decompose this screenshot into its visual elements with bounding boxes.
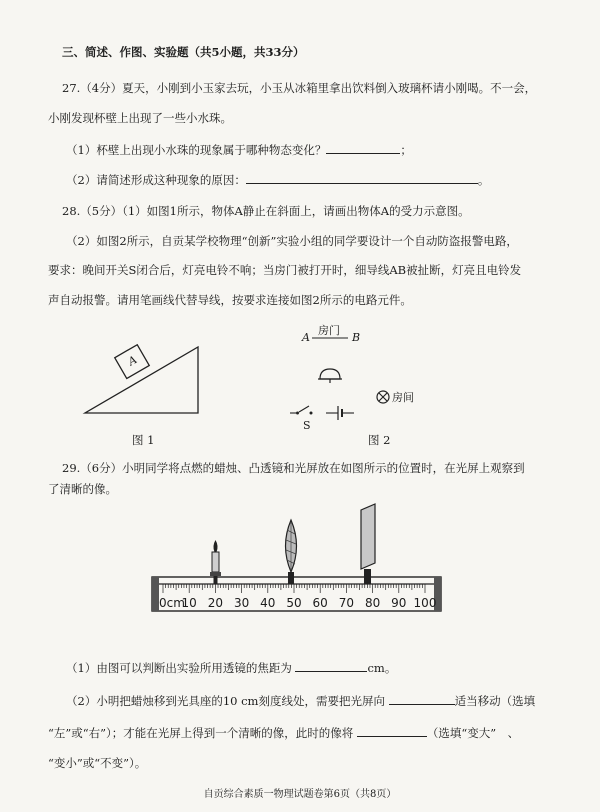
- q29-part1-text: （1）由图可以判断出实验所用透镜的焦距为: [66, 661, 292, 675]
- q29-part1-unit: cm。: [367, 661, 397, 675]
- section-title: 三、简述、作图、实验题（共5小题，共33分）: [62, 45, 305, 59]
- room-label: 房间: [392, 391, 414, 404]
- q29-stem-line2: 了清晰的像。: [48, 482, 117, 496]
- ruler-label: 40: [260, 596, 276, 610]
- q27-part2-text: （2）请简述形成这种现象的原因：: [66, 173, 246, 187]
- q29-part1: [66, 660, 396, 676]
- convex-lens-icon: [286, 520, 297, 584]
- ruler-label: 80: [364, 596, 381, 610]
- q29-part1-blank[interactable]: [295, 660, 367, 672]
- ruler-label: 10: [181, 596, 197, 610]
- door-label: 房门: [318, 324, 340, 337]
- ruler-label: 50: [286, 596, 302, 610]
- ruler-label: 100: [413, 596, 437, 610]
- q27-part1-end: ；: [400, 143, 412, 157]
- q29-part2-blank1[interactable]: [389, 693, 455, 705]
- ruler-label: 20: [207, 596, 224, 610]
- q29-part2-line2-a: “左”或“右”）；才能在光屏上得到一个清晰的像，此时的像将: [48, 726, 354, 740]
- q29-part2-line2: [48, 725, 519, 741]
- q29-part2-blank2[interactable]: [357, 725, 427, 737]
- ruler-label: 30: [233, 596, 250, 610]
- q27-stem-line2: 小刚发现杯壁上出现了一些小水珠。: [48, 111, 232, 125]
- fig2-caption: 图 2: [368, 433, 391, 447]
- fig1-caption: 图 1: [132, 433, 155, 447]
- q29-part2-line3: “变小”或“不变”）。: [48, 756, 147, 770]
- wire-label-a: A: [302, 331, 310, 344]
- ruler-label: 90: [391, 596, 407, 610]
- q28-stem: 28.（5分）（1）如图1所示，物体A静止在斜面上，请画出物体A的受力示意图。: [62, 204, 470, 218]
- q28-part2-line1: （2）如图2所示，自贡某学校物理“创新”实验小组的同学要设计一个自动防盗报警电路，: [66, 234, 518, 248]
- ruler-label: 60: [312, 596, 328, 610]
- q28-part2-line3: 声自动报警。请用笔画线代替导线，按要求连接如图2所示的电路元件。: [48, 293, 412, 307]
- wire-label-b: B: [352, 331, 361, 344]
- ruler-ticks: [163, 584, 425, 593]
- q27-stem-line1: 27.（4分）夏天，小刚到小玉家去玩，小玉从冰箱里拿出饮料倒入玻璃杯请小刚喝。不一会，: [62, 81, 537, 95]
- page-footer: 自贡综合素质一物理试题卷第6页（共8页）: [203, 789, 397, 800]
- light-screen-icon: [361, 504, 375, 584]
- q29-part2-line1: [66, 693, 535, 709]
- ruler-label: 0cm: [159, 596, 185, 610]
- block-label: A: [125, 353, 140, 369]
- ruler-label: 70: [338, 596, 355, 610]
- q29-part2-line2-b: （选填“变大” 、: [426, 726, 520, 740]
- q29-part2-line1-a: （2）小明把蜡烛移到光具座的10 cm刻度线处，需要把光屏向: [66, 694, 385, 708]
- q27-part2-end: 。: [477, 173, 490, 187]
- q27-part1-text: （1）杯壁上出现小水珠的现象属于哪种物态变化？: [66, 143, 327, 157]
- ruler-labels: [159, 596, 436, 610]
- q29-part2-line1-b: 适当移动（选填: [454, 694, 536, 708]
- switch-label: S: [303, 419, 311, 432]
- q28-part2-line2: 要求：晚间开关S闭合后，灯亮电铃不响；当房门被打开时，细导线AB被扯断，灯亮且电铃发: [48, 263, 522, 277]
- q29-stem-line1: 29.（6分）小明同学将点燃的蜡烛、凸透镜和光屏放在如图所示的位置时，在光屏上观察到: [62, 461, 525, 475]
